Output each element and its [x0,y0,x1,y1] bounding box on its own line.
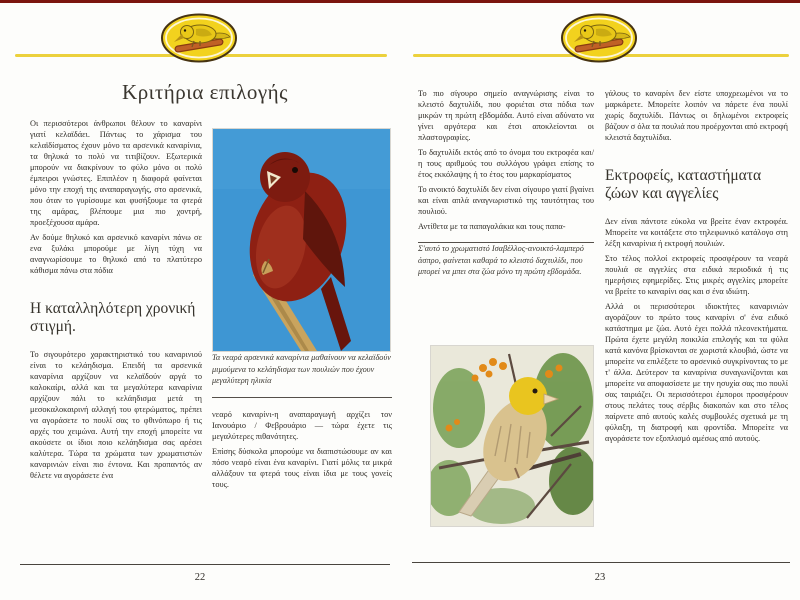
section-heading-best-time: Η καταλληλότερη χρονική στιγμή. [30,300,196,335]
body-paragraph: Το σιγουρότερο χαρακτηριστικό του καναρινιού είναι το κελάηδισμα. Επειδή τα αρσενικά καναρίνια αρχίζουν να κελαϊδούν αργά το καλοκαίρι, αλλά και τα μεγαλύτερα καναρίνια αρχίζουν πάλι το κελάηδισμα μετά τη μεσοκαλοκαιρινή αλλαγή του φτερώματος, πρέπει να αγοράσετε το πουλί σας το φθινόπωρο ή τις αρχές του χειμώνα. Αυτή την εποχή μπορείτε να ακούσετε οι ίδιοι ποιο κελάηδισμα σας αρέσει καλύτερα. Τώρα τα χρώματα των χρωματιστών καναρινιών είναι πιο έντονα. Και προπαντός αν θέλετε να αγοράσετε ένα [30,350,202,480]
left-page-column-2 [212,128,392,494]
body-paragraph: Αντίθετα με τα παπαγαλάκια και τους παπα- [418,222,566,231]
page-title: Κριτήρια επιλογής [122,80,288,104]
footer-rule [20,564,390,565]
body-paragraph: Οι περισσότεροι άνθρωποι θέλουν το καναρίνι γιατί κελαϊδάει. Πάντως το χάρισμα του κελαϊδίσματος έχουν μόνο τα αρσενικά καναρίνια, τα θηλυκά το πολύ να τιτιβίζουν. Εξωτερικά μπορούν να διακρίνουν το φύλο μόνο οι πολύ έμπειροι γνώστες. Επιπλέον η διαφορά φαίνεται μόνο την εποχή της αναπαραγωγής, στο αρσενικά, που όταν το γυρίσουμε και φυσήξουμε τα φτερά της αμάρας, βλέπουμε μια πιο χοντρή, προεξέχουσα αμάρα. [30,119,202,227]
yellow-canary-photo [430,345,594,527]
red-canary-photo [212,128,391,352]
canary-emblem-logo [160,13,238,63]
body-paragraph: Αλλά οι περισσότεροι ιδιοκτήτες καναρινιών αγοράζουν το πρώτο τους καναρίνι σ' ένα ειδικό κατάστημα με ζώα. Αυτό έχει πολλά πλεονεκτήματα. Πρώτα έχετε μεγάλη ποικιλία επιλογής και τα φύλα κατά κανόνα βρίσκονται σε χωριστά κλουβιά, ώστε να μπορείτε να επιλέξετε το αρσενικό συγκρίνοντας το με τ' άλλα. Δεύτερον τα καναρίνια συναγωνίζονται και μπορείτε να αποφασίσετε με την ησυχία σας πιο πουλί σας ταιριάζει. Οι περισσότεροι έμποροι προσφέρουν στους πελάτες τους σέρβις διακοπών και στο τέλος παίρνετε από αυτούς καλές συμβουλές σχετικά με τη φύλαξη, τη διατροφή και φροντίδα. Μπορείτε να αγοράσετε τον εξοπλισμό αμέσως από αυτούς. [605,302,788,443]
body-paragraph: Επίσης δύσκολα μπορούμε να διαπιστώσουμε αν και πόσο νεαρό είναι ένα καναρίνι. Γιατί μόλις τα μικρά αλλάξουν τα φτερά τους είναι ίδια με τους γονείς τους. [212,446,392,489]
page-right [400,0,800,600]
body-paragraph: Το ανοικτό δαχτυλίδι δεν είναι σίγουρο γιατί βγαίνει και είναι απλά αναγνωριστικό της ταυτότητας του πουλιού. [418,185,594,216]
page-number: 22 [194,572,206,583]
page-number: 23 [594,572,606,583]
caption-divider-rule [212,397,392,398]
body-paragraph: Δεν είναι πάντοτε εύκολα να βρείτε έναν εκτροφέα. Μπορείτε να κοιτάξετε στο τηλεφωνικό κατάλογο στη λέξη καναρίνια ή εκτροφή πουλιών. [605,217,788,248]
body-paragraph: Το δαχτυλίδι εκτός από το όνομα του εκτροφέα και/η τους αριθμούς του συλλόγου γράφει επίσης το έτος εκκόλαψης ή το έτος του μαρκαρίσματος [418,148,594,179]
left-page-column-1 [30,118,202,563]
body-paragraph: γάλους το καναρίνι δεν είστε υποχρεωμένοι να το μαρκάρετε. Μπορείτε λοιπόν να πάρετε ένα πουλί χωρίς δαχτυλίδι. Πάντως οι δηλωμένοι εκτροφείς βάζουν σ όλα τα πουλιά που προέρχονται από εκτροφή κλειστά δαχτυλίδια. [605,89,788,142]
body-paragraph: Το πιο σίγουρο σημείο αναγνώρισης είναι το κλειστό δαχτυλίδι, που φοριέται στα πόδια των μικρών τη πρώτη εβδομάδα. Αυτό είναι αδύνατο να γίνει αργότερα και έτσι αποκλείονται οι πλαστογραφίες. [418,89,594,142]
body-paragraph: Αν δούμε θηλυκό και αρσενικό καναρίνι πάνω σε ενα ξυλάκι μπορούμε με λίγη τύχη να αναγνωρίσουμε το θηλυκό από το πλατύτερο κάθισμα πάνω στα πόδια [30,233,202,275]
body-paragraph: νεαρό καναρίνι-η αναπαραγωγή αρχίζει τον Ιανουάριο / Φεβρουάριο — τώρα έχετε τις μεγαλύτερες πιθανότητες. [212,409,392,441]
right-page-column-1 [418,88,594,282]
footer-rule [412,562,790,563]
canary-emblem-logo [560,13,638,63]
section-heading-breeders: Εκτροφείς, καταστήματα ζώων και αγγελίες [605,167,762,202]
photo-caption: Τα νεαρά αρσενικά καναρίνια μαθαίνουν να κελαϊδούν μιμούμενα το κελάηδισμα των πουλιών που έχουν μεγαλύτερη ηλικία [212,353,391,385]
photo-caption: Σ'αυτό το χρωματιστό Ισαβέλλος-ανοικτό-λαμπερό άσπρο, φαίνεται καθαρά το κλειστό δαχτυλίδι, που μπορεί να μπει στα ζώα μόνο τη πρώτη εβδομάδα. [418,244,584,276]
right-page-column-2 [605,88,788,448]
body-paragraph: Στο τέλος πολλοί εκτροφείς προσφέρουν τα νεαρά πουλιά σε αγγελίες στα ειδικά περιοδικά ή τις ημερήσιες εφημερίδες. Στις μικρές αγγελίες μπορείτε να βρείτε το καναρίνι σας και σ ένα ιδιώτη. [605,254,788,296]
